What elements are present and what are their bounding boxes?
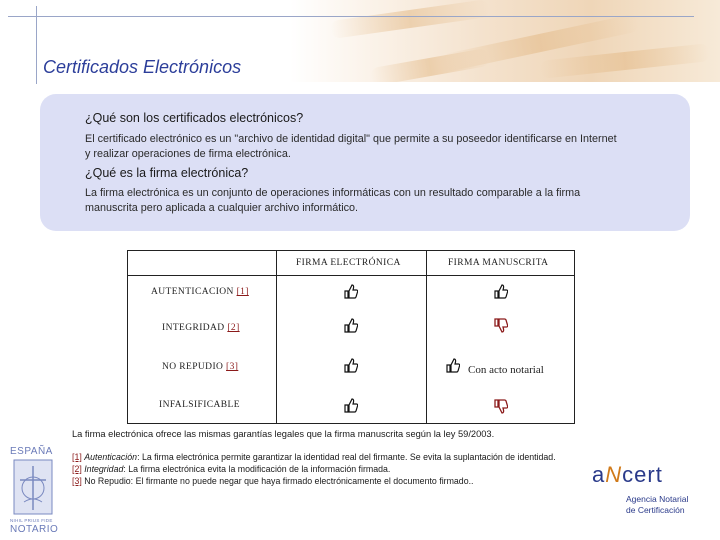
logo-motto: NIHIL PRIUS FIDE xyxy=(10,518,53,523)
question-certificates: ¿Qué son los certificados electrónicos? xyxy=(85,111,304,125)
row-label-text: AUTENTICACION xyxy=(151,287,234,297)
column-header-electronic: FIRMA ELECTRÓNICA xyxy=(296,258,401,268)
question-signature: ¿Qué es la firma electrónica? xyxy=(85,166,249,180)
ancert-logo xyxy=(592,462,716,534)
notary-seal-icon xyxy=(10,458,56,516)
ancert-subtitle-1: Agencia Notarial xyxy=(626,494,689,504)
thumbs-up-icon xyxy=(494,283,508,299)
footnote-1 xyxy=(72,452,556,462)
footnote-term: Autenticación xyxy=(84,452,138,462)
row-label-infalsificable xyxy=(159,400,240,410)
answer-certificates xyxy=(85,132,685,162)
footnote-ref[interactable]: [2] xyxy=(72,464,82,474)
brand-a: a xyxy=(592,462,606,487)
ancert-subtitle-2: de Certificación xyxy=(626,505,685,515)
notary-logo xyxy=(8,446,60,536)
row-label-text: INTEGRIDAD xyxy=(162,323,225,333)
brand-n: N xyxy=(605,462,623,487)
brand-rest: cert xyxy=(622,462,663,487)
footnote-link[interactable]: [3] xyxy=(226,362,239,372)
legal-note: La firma electrónica ofrece las mismas garantías legales que la firma manuscrita según la ley 59/2003. xyxy=(72,429,495,439)
answer-signature-line2: manuscrita pero aplicada a cualquier archivo informático. xyxy=(85,202,359,214)
notarial-note: Con acto notarial xyxy=(468,364,544,376)
footnote-term: Integridad xyxy=(84,464,124,474)
footnote-text: : La firma electrónica evita la modificación de la información firmada. xyxy=(123,464,391,474)
row-label-no-repudio xyxy=(162,362,238,372)
thumbs-up-icon xyxy=(344,397,358,413)
row-label-text: INFALSIFICABLE xyxy=(159,400,240,410)
ancert-wordmark xyxy=(592,462,663,488)
logo-country: ESPAÑA xyxy=(10,446,53,457)
logo-title: NOTARIO xyxy=(10,524,59,535)
thumbs-up-icon xyxy=(344,283,358,299)
row-label-integridad xyxy=(162,323,240,333)
thumbs-down-icon xyxy=(494,399,508,415)
column-header-manuscript: FIRMA MANUSCRITA xyxy=(448,258,549,268)
footnote-3 xyxy=(72,476,473,486)
page-title: Certificados Electrónicos xyxy=(43,57,242,77)
header-rule xyxy=(8,16,694,17)
footnote-link[interactable]: [1] xyxy=(236,287,249,297)
thumbs-up-icon xyxy=(344,357,358,373)
answer-signature-line1: La firma electrónica es un conjunto de operaciones informáticas con un resultado comparable a la firma xyxy=(85,187,581,199)
row-label-autenticacion xyxy=(151,287,249,297)
header-photo xyxy=(290,0,720,82)
footnote-2 xyxy=(72,464,390,474)
footnote-link[interactable]: [2] xyxy=(227,323,240,333)
answer-certificates-line2: y realizar operaciones de firma electrónica. xyxy=(85,148,291,160)
answer-signature xyxy=(85,186,685,216)
thumbs-down-icon xyxy=(494,318,508,334)
thumbs-up-icon xyxy=(344,317,358,333)
answer-certificates-line1: El certificado electrónico es un "archivo de identidad digital" que permite a su poseedor identificarse en Internet xyxy=(85,133,617,145)
row-label-text: NO REPUDIO xyxy=(162,362,224,372)
footnote-text: : La firma electrónica permite garantizar la identidad real del firmante. Se evita la suplantación de identidad. xyxy=(137,452,556,462)
thumbs-up-icon xyxy=(446,357,460,373)
footnote-text: No Repudio: El firmante no puede negar que haya firmado electrónicamente el documento firmado.. xyxy=(81,476,474,486)
footnote-ref[interactable]: [1] xyxy=(72,452,82,462)
footnote-ref[interactable]: [3] xyxy=(72,476,82,486)
header-vertical-rule xyxy=(36,6,37,84)
